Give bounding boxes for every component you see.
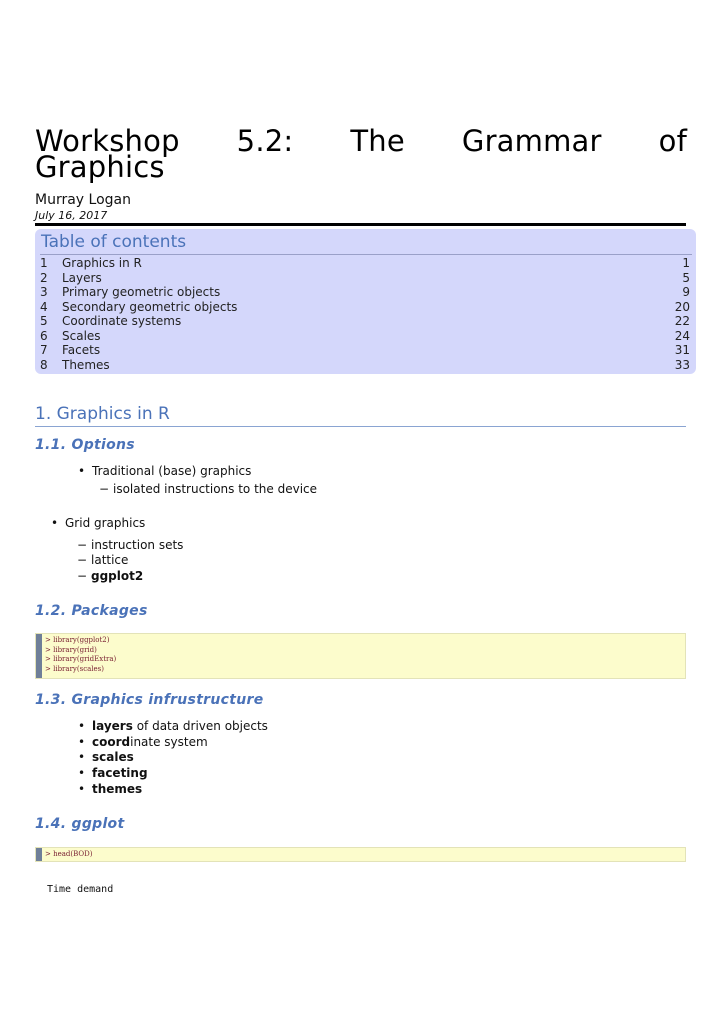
code-line: > head(BOD) [45, 850, 93, 858]
toc-item-label: Layers [62, 270, 102, 285]
toc-item[interactable] [40, 256, 690, 271]
bullet-icon: • [78, 464, 86, 478]
title-word: Grammar [461, 124, 602, 158]
code-line: > library(ggplot2) [45, 636, 110, 644]
subsection-heading-options: 1.1. Options [35, 437, 135, 453]
toc-item-label: Coordinate systems [62, 314, 182, 328]
dash-icon: − [77, 538, 88, 552]
toc-item-number: 3 [40, 285, 48, 299]
bullet-icon: • [78, 719, 86, 733]
toc-item-page: 5 [682, 270, 690, 285]
dash-icon: − [77, 569, 88, 583]
subsection-heading-ggplot: 1.4. ggplot [35, 816, 125, 832]
toc-item-number: 5 [40, 314, 48, 328]
toc-item-label: Graphics in R [62, 256, 142, 270]
toc-item-page: 20 [674, 299, 690, 314]
title-word: Workshop [35, 124, 180, 158]
toc-item-number: 1 [40, 256, 48, 270]
toc-item[interactable] [40, 329, 690, 344]
bullet-icon: • [78, 735, 86, 749]
bullet-icon: • [78, 750, 86, 764]
toc-item-page: 24 [674, 328, 690, 343]
list-item: isolated instructions to the device [113, 482, 318, 496]
term-rest: inate system [130, 735, 208, 749]
toc-item-label: Scales [62, 328, 101, 343]
toc-item[interactable] [40, 271, 690, 286]
code-lines [45, 850, 92, 860]
title-word: The [350, 124, 405, 158]
code-block [35, 633, 686, 679]
list-item: Grid graphics [65, 516, 146, 530]
toc-item[interactable] [40, 314, 690, 329]
title-word: 5.2: [236, 124, 294, 158]
toc-item-page: 9 [682, 285, 690, 299]
toc-item[interactable] [40, 285, 690, 300]
dash-icon: − [99, 482, 110, 496]
toc-divider [40, 254, 692, 255]
toc-title: Table of contents [41, 232, 187, 252]
title-word: of [658, 124, 687, 158]
subsection-heading-packages: 1.2. Packages [35, 603, 148, 619]
toc-item-label: Facets [62, 343, 101, 357]
toc-item-page: 1 [682, 256, 690, 270]
toc-item-number: 7 [40, 343, 48, 357]
list-item: ggplot2 [91, 569, 144, 583]
toc-item-label: Secondary geometric objects [62, 299, 238, 314]
bullet-icon: • [78, 782, 86, 796]
term-rest: of data driven objects [132, 719, 268, 733]
dash-icon: − [77, 553, 88, 567]
bullet-icon: • [51, 516, 59, 530]
toc-item-number: 6 [40, 328, 48, 343]
toc-item-number: 2 [40, 270, 48, 285]
toc-list [40, 256, 690, 372]
toc-item-page: 31 [674, 343, 690, 357]
toc-item[interactable] [40, 343, 690, 358]
list-item: themes [92, 782, 143, 796]
list-item: faceting [92, 766, 148, 780]
toc-item[interactable] [40, 300, 690, 315]
list-item: Traditional (base) graphics [92, 464, 252, 478]
toc-item-page: 22 [674, 314, 690, 328]
list-item [92, 735, 208, 749]
date: July 16, 2017 [35, 209, 108, 222]
author: Murray Logan [35, 192, 131, 208]
toc-item-number: 8 [40, 357, 48, 372]
code-line: > library(grid) [45, 645, 97, 654]
section-heading: 1. Graphics in R [35, 404, 170, 424]
document-title-line2: Graphics [35, 150, 165, 184]
list-item: lattice [91, 553, 129, 567]
list-item: scales [92, 750, 134, 764]
subsection-heading-infrastructure: 1.3. Graphics infrustructure [35, 692, 264, 708]
toc-item-page: 33 [674, 357, 690, 372]
table-of-contents [35, 229, 696, 374]
code-block-bar [36, 634, 42, 678]
toc-item-label: Themes [62, 357, 110, 372]
list-item: instruction sets [91, 538, 184, 552]
bold-term: coord [92, 735, 131, 749]
code-line: > library(scales) [45, 664, 104, 673]
code-line: > library(gridExtra) [45, 655, 117, 663]
toc-item-label: Primary geometric objects [62, 285, 221, 299]
code-block [35, 847, 686, 862]
list-item [92, 719, 268, 733]
toc-item-number: 4 [40, 299, 48, 314]
toc-item[interactable] [40, 358, 690, 373]
code-output: Time demand [47, 884, 114, 895]
title-rule [35, 223, 686, 226]
section-rule [35, 426, 686, 427]
code-lines [45, 636, 116, 674]
bullet-icon: • [78, 766, 86, 780]
code-block-bar [36, 848, 42, 861]
bold-term: layers [92, 719, 133, 733]
